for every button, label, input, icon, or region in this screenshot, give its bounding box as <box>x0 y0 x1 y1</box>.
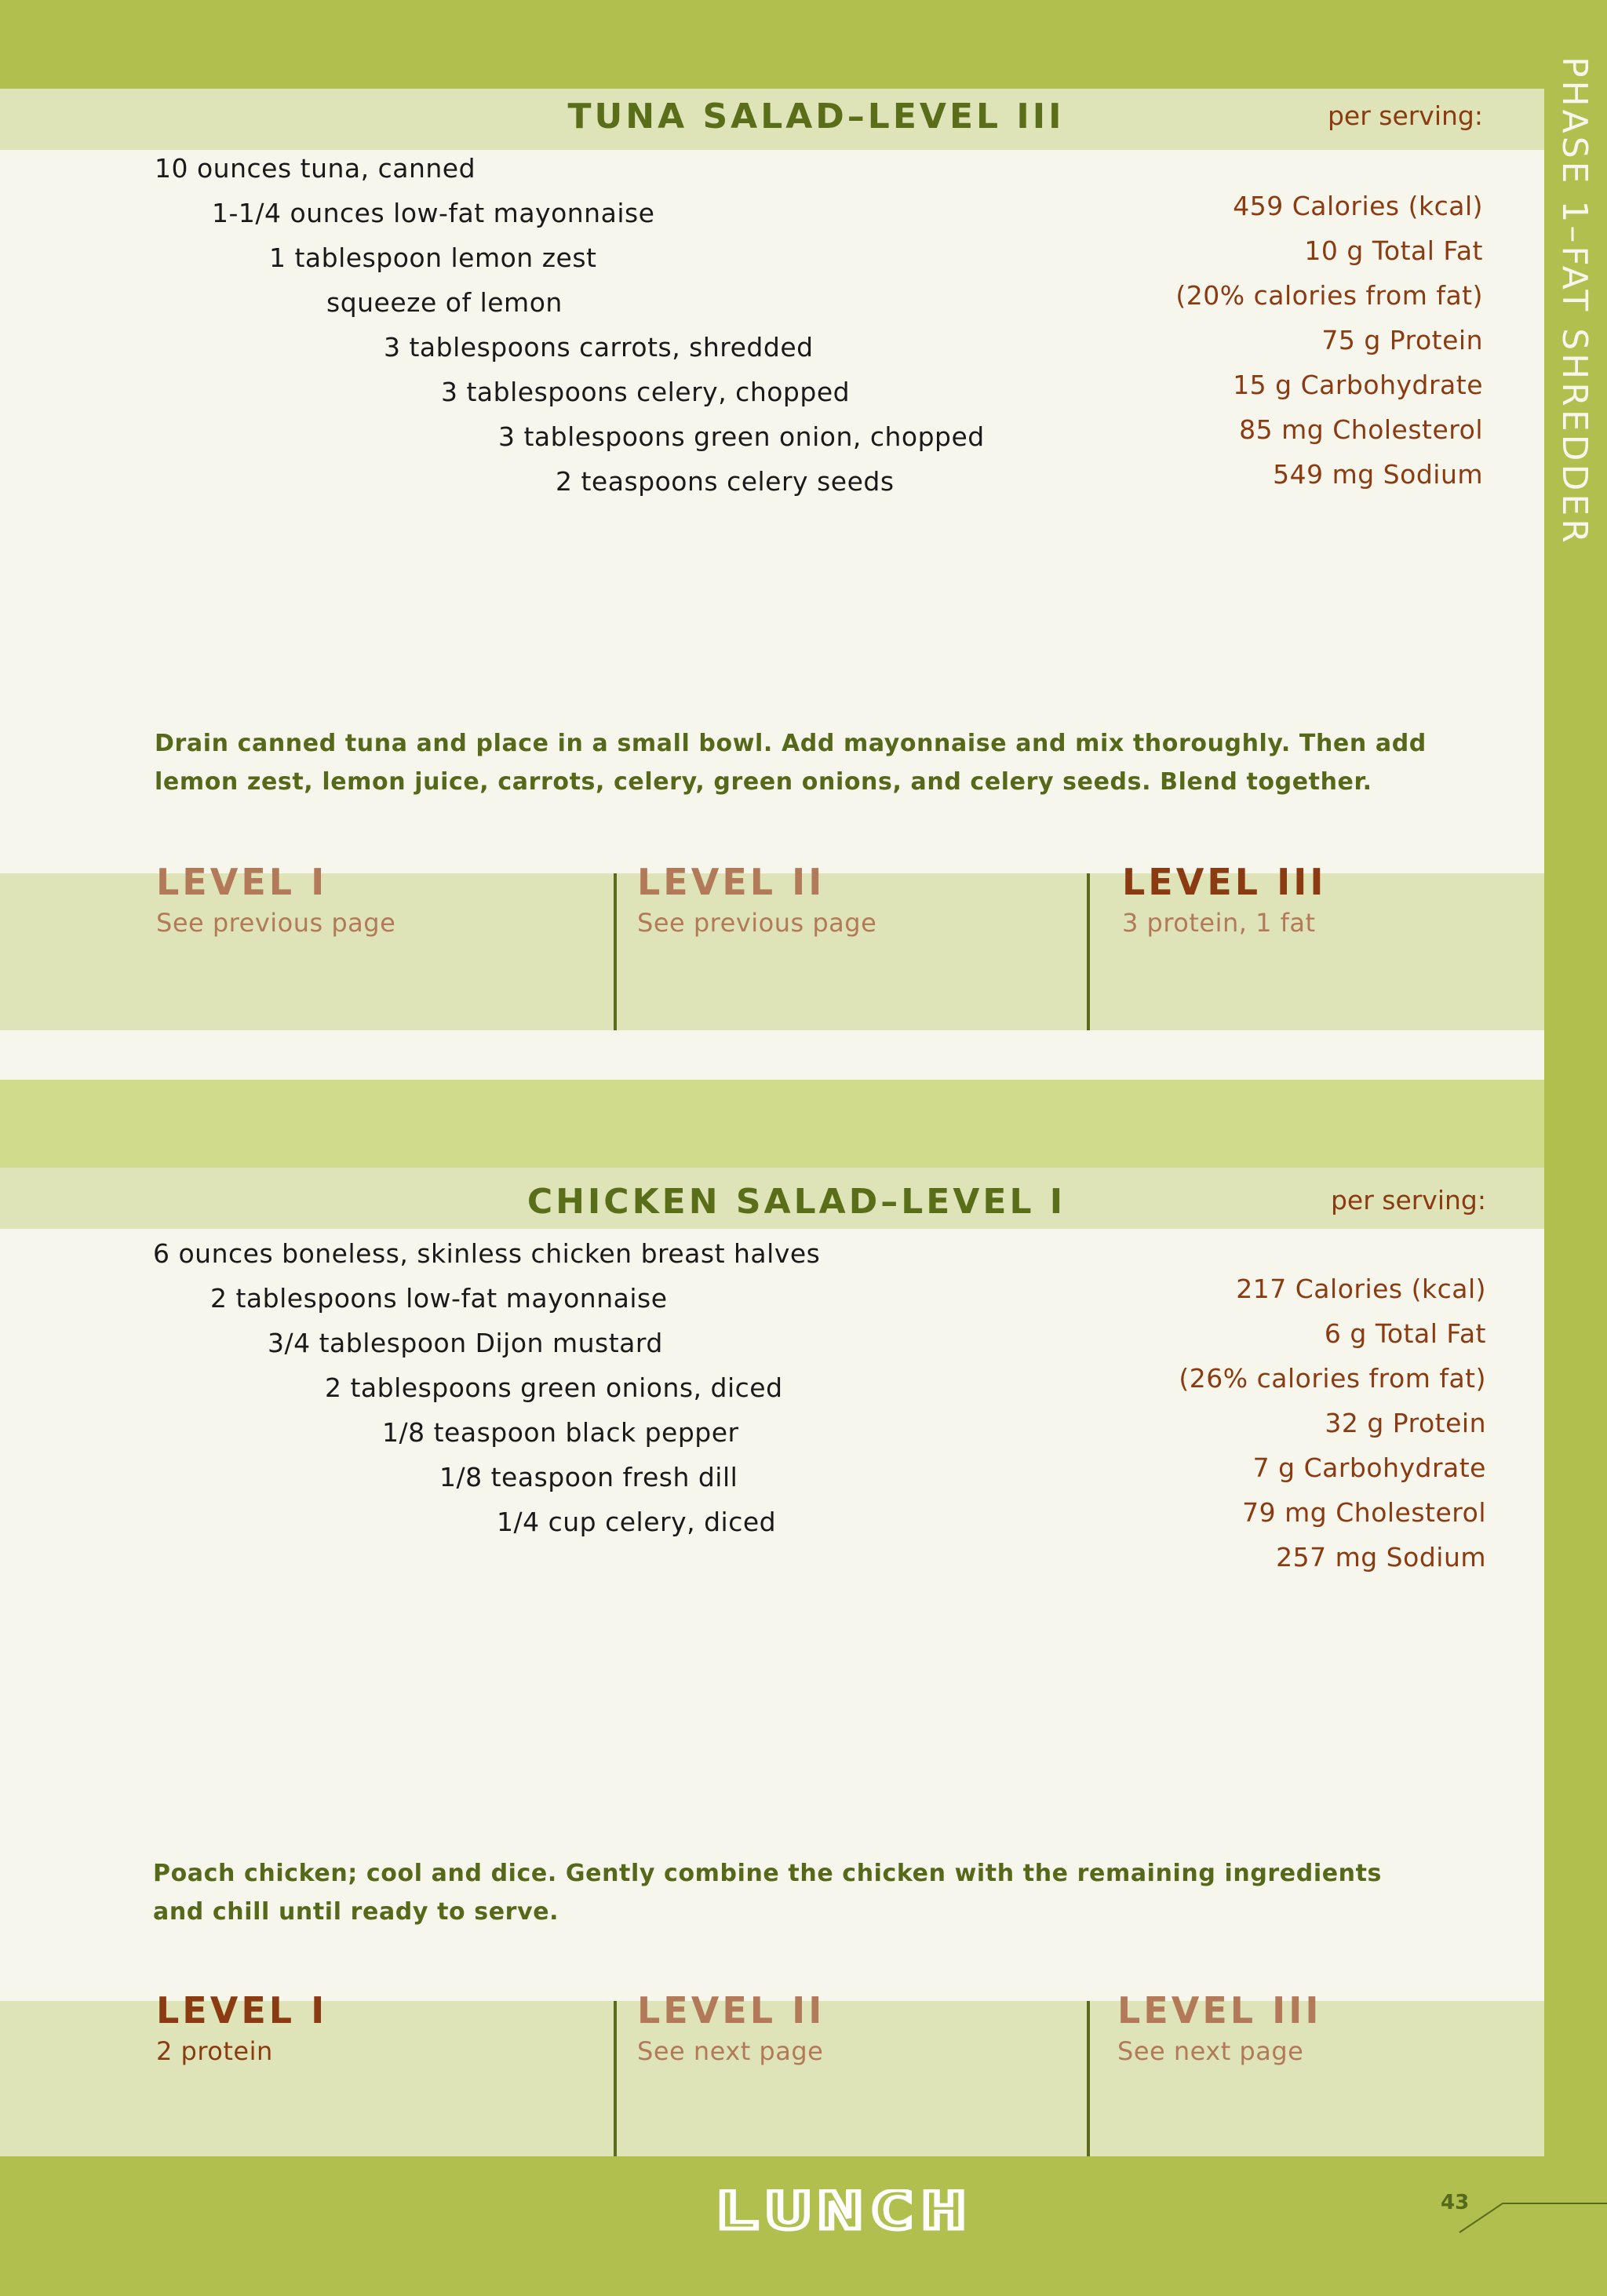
level-note: 3 protein, 1 fat <box>1122 908 1316 938</box>
recipe-title: CHICKEN SALAD–LEVEL I <box>527 1182 1066 1222</box>
nutrition-item: 257 mg Sodium <box>1276 1542 1486 1573</box>
ingredient-item: 1-1/4 ounces low-fat mayonnaise <box>212 198 655 228</box>
level-note: See next page <box>637 2036 824 2066</box>
nutrition-item: 217 Calories (kcal) <box>1236 1274 1486 1304</box>
nutrition-item: 7 g Carbohydrate <box>1252 1452 1486 1483</box>
directions-text: Poach chicken; cool and dice. Gently combine the chicken with the remaining ingredients and chill until ready to serve. <box>153 1860 1382 1926</box>
nutrition-item: 549 mg Sodium <box>1273 459 1483 490</box>
ingredient-item: 3/4 tablespoon Dijon mustard <box>268 1328 663 1358</box>
recipe-title: TUNA SALAD–LEVEL III <box>567 97 1065 137</box>
ingredient-item: 3 tablespoons carrots, shredded <box>384 332 814 363</box>
level-heading: LEVEL I <box>156 861 328 903</box>
ingredient-item: 2 tablespoons low-fat mayonnaise <box>210 1283 668 1314</box>
ingredient-item: 3 tablespoons green onion, chopped <box>498 421 985 452</box>
nutrition-item: 459 Calories (kcal) <box>1233 191 1483 221</box>
level-note: See next page <box>1117 2036 1304 2066</box>
per-serving-label: per serving: <box>1330 1185 1486 1215</box>
ingredient-item: 10 ounces tuna, canned <box>155 153 476 184</box>
level-divider <box>614 873 617 1030</box>
level-note: 2 protein <box>156 2036 273 2066</box>
level-note: See previous page <box>637 908 877 938</box>
ingredient-item: 1/4 cup celery, diced <box>497 1507 777 1537</box>
ingredient-item: 2 teaspoons celery seeds <box>556 466 895 497</box>
page-number: 43 <box>1441 2191 1470 2214</box>
nutrition-item: 6 g Total Fat <box>1324 1318 1486 1349</box>
level-heading: LEVEL II <box>637 861 825 903</box>
ingredient-item: 3 tablespoons celery, chopped <box>441 377 851 407</box>
ingredient-item: 1 tablespoon lemon zest <box>269 242 597 273</box>
level-heading: LEVEL III <box>1122 861 1327 903</box>
level-heading: LEVEL II <box>637 1989 825 2032</box>
ingredient-item: 1/8 teaspoon black pepper <box>382 1417 739 1448</box>
nutrition-item: 79 mg Cholesterol <box>1242 1497 1486 1528</box>
nutrition-item: 10 g Total Fat <box>1304 235 1483 266</box>
ingredient-item: 1/8 teaspoon fresh dill <box>439 1462 738 1492</box>
nutrition-item: 75 g Protein <box>1321 325 1483 355</box>
ingredient-item: 2 tablespoons green onions, diced <box>325 1372 783 1403</box>
footer-section-label <box>710 2189 977 2233</box>
nutrition-item: 15 g Carbohydrate <box>1233 370 1483 400</box>
level-divider <box>1087 873 1090 1030</box>
page-number-rule <box>1456 2197 1607 2236</box>
directions-text: Drain canned tuna and place in a small bowl. Add mayonnaise and mix thoroughly. Then add lemon zest, lemon juice, carrots, celery, green onions, and celery seeds. Blend together. <box>155 730 1427 796</box>
side-tab-label: PHASE 1–FAT SHREDDER <box>1554 56 1594 546</box>
ingredient-item: 6 ounces boneless, skinless chicken breast halves <box>153 1238 821 1269</box>
level-heading: LEVEL I <box>156 1989 328 2032</box>
per-serving-label: per serving: <box>1327 100 1483 131</box>
svg-text:LUNCH: LUNCH <box>714 2189 973 2233</box>
nutrition-item: (26% calories from fat) <box>1179 1363 1486 1394</box>
ingredient-item: squeeze of lemon <box>326 287 563 318</box>
section-divider-band <box>0 1080 1544 1168</box>
level-divider <box>614 2001 617 2156</box>
nutrition-item: 32 g Protein <box>1325 1408 1486 1438</box>
level-heading: LEVEL III <box>1117 1989 1322 2032</box>
nutrition-item: (20% calories from fat) <box>1175 280 1483 311</box>
level-note: See previous page <box>156 908 396 938</box>
spacer-strip <box>0 1030 1544 1080</box>
level-divider <box>1087 2001 1090 2156</box>
nutrition-item: 85 mg Cholesterol <box>1239 414 1483 445</box>
